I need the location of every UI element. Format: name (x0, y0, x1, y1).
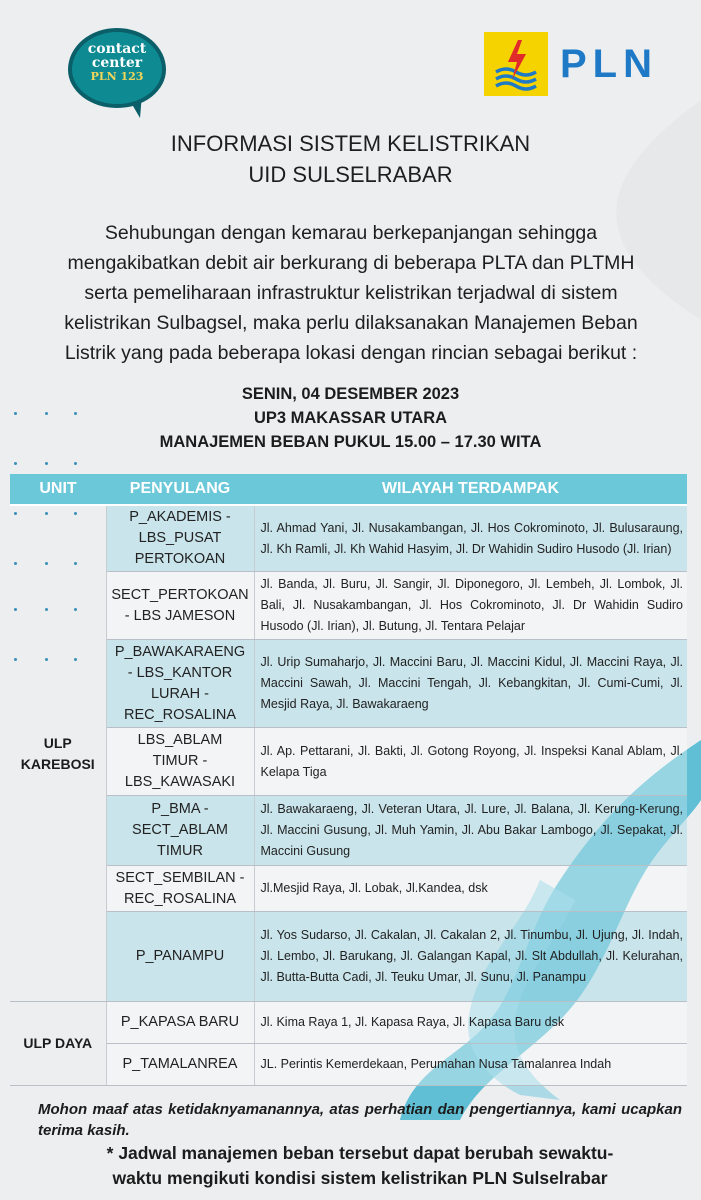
feeder-cell: P_AKADEMIS - LBS_PUSAT PERTOKOAN (106, 505, 254, 572)
contact-center-line1: contact (87, 41, 147, 57)
title-line1: INFORMASI SISTEM KELISTRIKAN (170, 131, 531, 156)
pln-emblem-icon (484, 32, 548, 96)
intro-line: Sehubungan dengan kemarau berkepanjangan sehingga (104, 222, 598, 244)
table-row (10, 572, 687, 640)
area-cell: Jl. Urip Sumaharjo, Jl. Maccini Baru, Jl. Maccini Kidul, Jl. Maccini Raya, Jl. Maccini Sawah, Jl. Maccini Tengah, Jl. Kebangkitan, Jl. Cumi-Cumi, Jl. Mesjid Raya, Jl. Bawakaraeng (254, 640, 687, 728)
table-row (10, 640, 687, 728)
table-header-row (10, 474, 687, 505)
title-line2: UID SULSELRABAR (248, 162, 453, 187)
schedule-change-line2: waktu mengikuti kondisi sistem kelistrikan PLN Sulselrabar (112, 1168, 608, 1188)
schedule-date: SENIN, 04 DESEMBER 2023 (241, 385, 460, 403)
area-cell: Jl. Ap. Pettarani, Jl. Bakti, Jl. Gotong Royong, Jl. Inspeksi Kanal Ablam, Jl. Kelapa Tiga (254, 728, 687, 796)
intro-line: mengakibatkan debit air berkurang di beberapa PLTA dan PLTMH (67, 252, 635, 274)
column-header-unit: UNIT (10, 474, 106, 505)
area-cell: JL. Perintis Kemerdekaan, Perumahan Nusa Tamalanrea Indah (254, 1044, 687, 1086)
contact-center-line3: PLN 123 (90, 70, 144, 83)
column-header-feeder: PENYULANG (106, 474, 254, 505)
area-cell: Jl. Kima Raya 1, Jl. Kapasa Raya, Jl. Kapasa Baru dsk (254, 1002, 687, 1044)
affected-areas-table (10, 474, 687, 1086)
schedule-time: MANAJEMEN BEBAN PUKUL 15.00 – 17.30 WITA (159, 433, 542, 451)
feeder-cell: P_PANAMPU (106, 912, 254, 1002)
table-row (10, 505, 687, 572)
pln-wordmark: PLN (560, 42, 658, 86)
unit-cell-daya: ULP DAYA (10, 1002, 106, 1086)
feeder-cell: LBS_ABLAM TIMUR - LBS_KAWASAKI (106, 728, 254, 796)
feeder-cell: P_BAWAKARAENG - LBS_KANTOR LURAH - REC_ROSALINA (106, 640, 254, 728)
apology-note: Mohon maaf atas ketidaknyamanannya, atas perhatian dan pengertiannya, kami ucapkan terima kasih. (38, 1101, 682, 1139)
schedule-heading (0, 382, 701, 454)
unit-cell-karebosi: ULP KAREBOSI (10, 505, 106, 1002)
intro-line: kelistrikan Sulbagsel, maka perlu dilaksanakan Manajemen Beban (64, 312, 638, 334)
column-header-area: WILAYAH TERDAMPAK (254, 474, 687, 505)
feeder-cell: SECT_SEMBILAN - REC_ROSALINA (106, 866, 254, 912)
area-cell: Jl. Bawakaraeng, Jl. Veteran Utara, Jl. Lure, Jl. Balana, Jl. Kerung-Kerung, Jl. Maccini Gusung, Jl. Muh Yamin, Jl. Abu Bakar Lambogo, Jl. Sepakat, Jl. Maccini Gusung (254, 796, 687, 866)
pln-logo (484, 32, 668, 98)
schedule-up3: UP3 MAKASSAR UTARA (253, 409, 448, 427)
feeder-cell: P_TAMALANREA (106, 1044, 254, 1086)
table-row (10, 1002, 687, 1044)
page-title (0, 128, 701, 190)
schedule-change-note (36, 1141, 684, 1191)
schedule-change-line1: * Jadwal manajemen beban tersebut dapat berubah sewaktu- (106, 1143, 614, 1163)
table-row (10, 912, 687, 1002)
contact-center-line2: center (91, 55, 143, 71)
area-cell: Jl.Mesjid Raya, Jl. Lobak, Jl.Kandea, dsk (254, 866, 687, 912)
feeder-cell: SECT_PERTOKOAN - LBS JAMESON (106, 572, 254, 640)
area-cell: Jl. Ahmad Yani, Jl. Nusakambangan, Jl. Hos Cokrominoto, Jl. Bulusaraung, Jl. Kh Ramli, Jl. Kh Wahid Hasyim, Jl. Dr Wahidin Sudiro Husodo (Jl. Irian) (254, 505, 687, 572)
intro-paragraph (26, 218, 676, 368)
intro-line: serta pemeliharaan infrastruktur kelistrikan terjadwal di sistem (84, 282, 618, 304)
feeder-cell: P_BMA - SECT_ABLAM TIMUR (106, 796, 254, 866)
table-row (10, 796, 687, 866)
table-row (10, 866, 687, 912)
table-row (10, 728, 687, 796)
contact-center-logo (68, 28, 166, 120)
intro-line: Listrik yang pada beberapa lokasi dengan rincian sebagai berikut : (64, 342, 638, 364)
area-cell: Jl. Yos Sudarso, Jl. Cakalan, Jl. Cakalan 2, Jl. Tinumbu, Jl. Ujung, Jl. Indah, Jl. Lembo, Jl. Barukang, Jl. Galangan Kapal, Jl. Slt Abdullah, Jl. Kelurahan, Jl. Butta-Butta Cadi, Jl. Teuku Umar, Jl. Sunu, Jl. Panampu (254, 912, 687, 1002)
table-row (10, 1044, 687, 1086)
area-cell: Jl. Banda, Jl. Buru, Jl. Sangir, Jl. Diponegoro, Jl. Lembeh, Jl. Lombok, Jl. Bali, Jl. Nusakambangan, Jl. Hos Cokrominoto, Jl. Dr Wahidin Sudiro Husodo (Jl. Irian), Jl. Butung, Jl. Tentara Pelajar (254, 572, 687, 640)
feeder-cell: P_KAPASA BARU (106, 1002, 254, 1044)
